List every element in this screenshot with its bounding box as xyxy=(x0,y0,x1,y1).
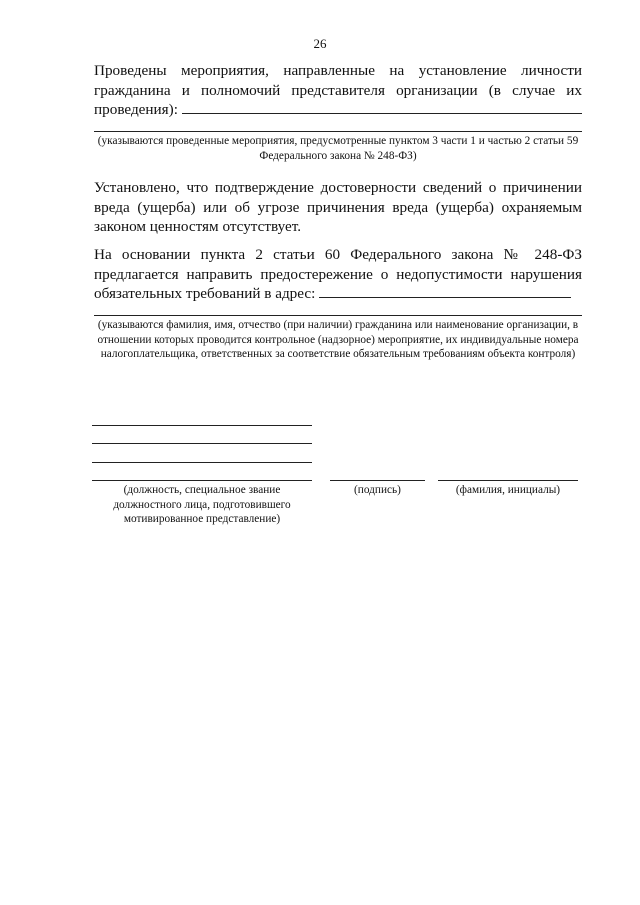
measures-text: Проведены мероприятия, направленные на установление личности гражданина и полномочий представителя организации (в случае их проведения): xyxy=(94,62,582,118)
position-line-1 xyxy=(92,425,312,426)
address-fill-line xyxy=(319,296,571,298)
measures-second-line xyxy=(94,131,582,132)
measures-note: (указываются проведенные мероприятия, предусмотренные пунктом 3 части 1 и частью 2 статьи 59 Федерального закона № 248-ФЗ) xyxy=(97,135,579,162)
established-paragraph: Установлено, что подтверждение достоверности сведений о причинении вреда (ущерба) или об угрозе причинения вреда (ущерба) охраняемым законом ценностям отсутствует. xyxy=(94,179,582,235)
position-line-4 xyxy=(92,480,312,481)
page-number: 26 xyxy=(313,36,327,51)
warning-text: На основании пункта 2 статьи 60 Федерального закона № 248-ФЗ предлагается направить предостережение о недопустимости нарушения обязательных требований в адрес: xyxy=(94,246,582,302)
position-line-2 xyxy=(92,443,312,444)
addressee-note: (указываются фамилия, имя, отчество (при наличии) гражданина или наименование организации, в отношении которых проводится контрольное (надзорное) мероприятие, их индивидуальные номера налогоплательщика, ответственных за соответствие обязательным требованиям объекта контроля) xyxy=(97,319,579,360)
measures-paragraph xyxy=(94,61,582,120)
signature-caption: (подпись) xyxy=(354,484,401,496)
address-second-line xyxy=(94,315,582,316)
name-caption: (фамилия, инициалы) xyxy=(455,484,561,496)
position-line-3 xyxy=(92,462,312,463)
position-caption: (должность, специальное звание должностного лица, подготовившего мотивированное представление) xyxy=(113,484,291,525)
name-line xyxy=(438,480,578,481)
measures-fill-line xyxy=(182,112,582,114)
signature-line xyxy=(330,480,425,481)
warning-paragraph xyxy=(94,245,582,304)
